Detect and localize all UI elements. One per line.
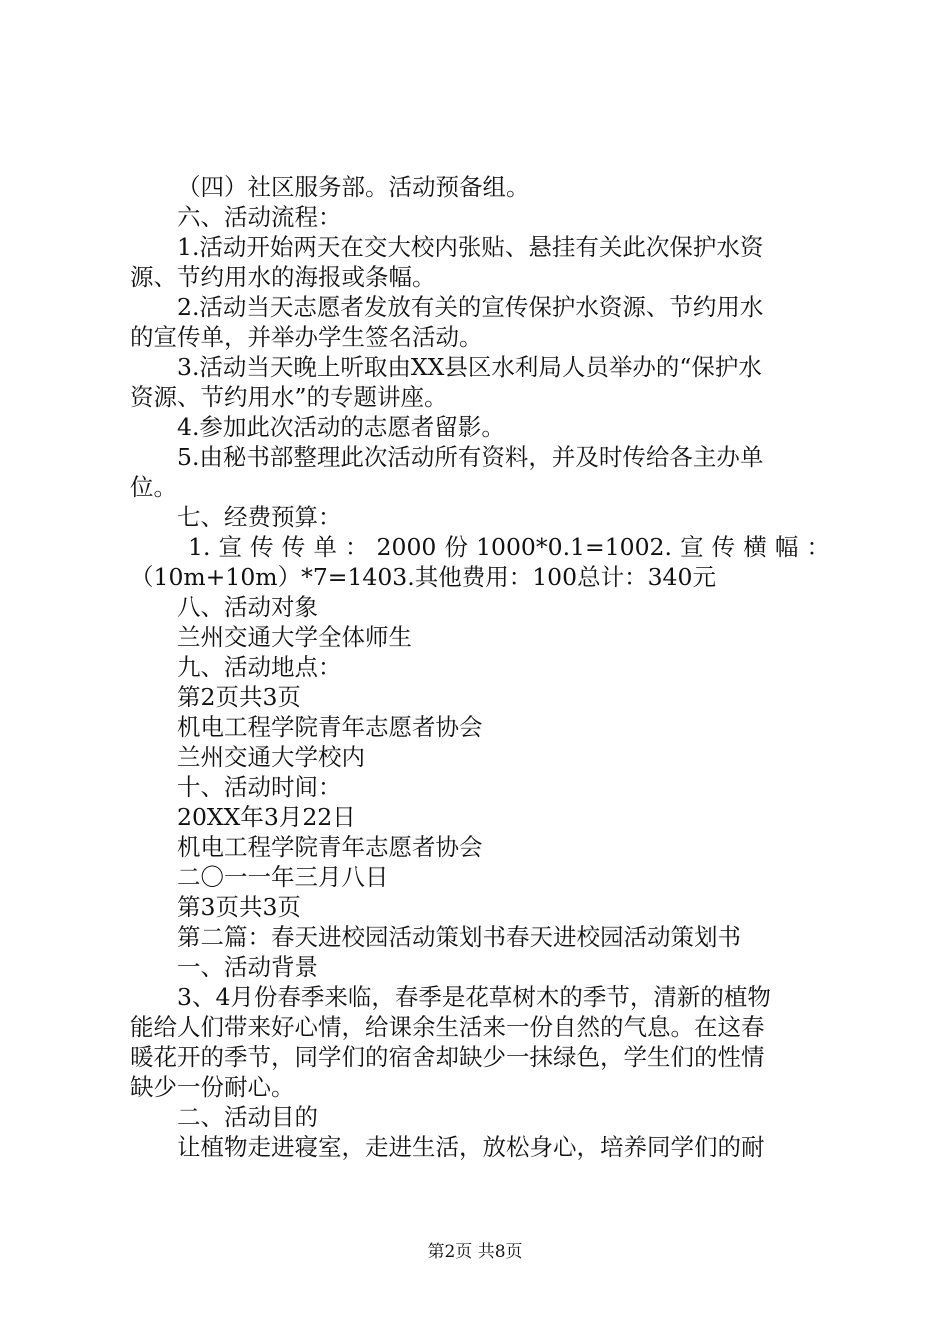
section-heading: 七、经费预算： — [177, 503, 342, 531]
text-line: 二〇一一年三月八日 — [177, 863, 389, 891]
text-line: 缺少一份耐心。 — [130, 1073, 295, 1101]
section-heading: 二、活动目的 — [177, 1103, 318, 1131]
text-line: 3.活动当天晚上听取由XX县区水利局人员举办的“保护水 — [177, 353, 762, 381]
text-line: 5.由秘书部整理此次活动所有资料，并及时传给各主办单 — [177, 443, 764, 471]
section-heading: 第二篇：春天进校园活动策划书春天进校园活动策划书 — [177, 923, 741, 951]
section-heading: 九、活动地点： — [177, 653, 342, 681]
text-line: （10m+10m）*7=1403.其他费用：100总计：340元 — [130, 563, 716, 591]
section-heading: 十、活动时间： — [177, 773, 342, 801]
text-line: 的宣传单，并举办学生签名活动。 — [130, 323, 483, 351]
text-line: 2.活动当天志愿者发放有关的宣传保护水资源、节约用水 — [177, 293, 764, 321]
text-line: 1.宣传传单：2000份1000*0.1=1002.宣传横幅： — [188, 533, 830, 561]
document-body — [130, 172, 830, 1162]
text-line: 4.参加此次活动的志愿者留影。 — [177, 413, 505, 441]
text-line: 1.活动开始两天在交大校内张贴、悬挂有关此次保护水资 — [177, 233, 764, 261]
text-line: 让植物走进寝室，走进生活，放松身心，培养同学们的耐 — [177, 1133, 765, 1161]
page-footer: 第2页 共8页 — [427, 1242, 523, 1262]
text-line: 源、节约用水的海报或条幅。 — [130, 263, 436, 291]
text-line: 能给人们带来好心情，给课余生活来一份自然的气息。在这春 — [130, 1013, 765, 1041]
text-line: （四）社区服务部。活动预备组。 — [177, 173, 530, 201]
text-line: 机电工程学院青年志愿者协会 — [177, 833, 483, 861]
text-line: 机电工程学院青年志愿者协会 — [177, 713, 483, 741]
text-line: 位。 — [130, 473, 177, 501]
section-heading: 一、活动背景 — [177, 953, 318, 981]
text-line: 第2页共3页 — [177, 683, 301, 711]
text-line: 20XX年3月22日 — [177, 803, 356, 831]
text-line: 兰州交通大学全体师生 — [177, 623, 412, 651]
text-line: 第3页共3页 — [177, 893, 301, 921]
text-line: 兰州交通大学校内 — [177, 743, 365, 771]
text-line: 3、4月份春季来临，春季是花草树木的季节，清新的植物 — [177, 983, 771, 1011]
section-heading: 八、活动对象 — [177, 593, 318, 621]
section-heading: 六、活动流程： — [177, 203, 342, 231]
text-line: 资源、节约用水”的专题讲座。 — [130, 383, 448, 411]
text-line: 暖花开的季节，同学们的宿舍却缺少一抹绿色，学生们的性情 — [130, 1043, 765, 1071]
